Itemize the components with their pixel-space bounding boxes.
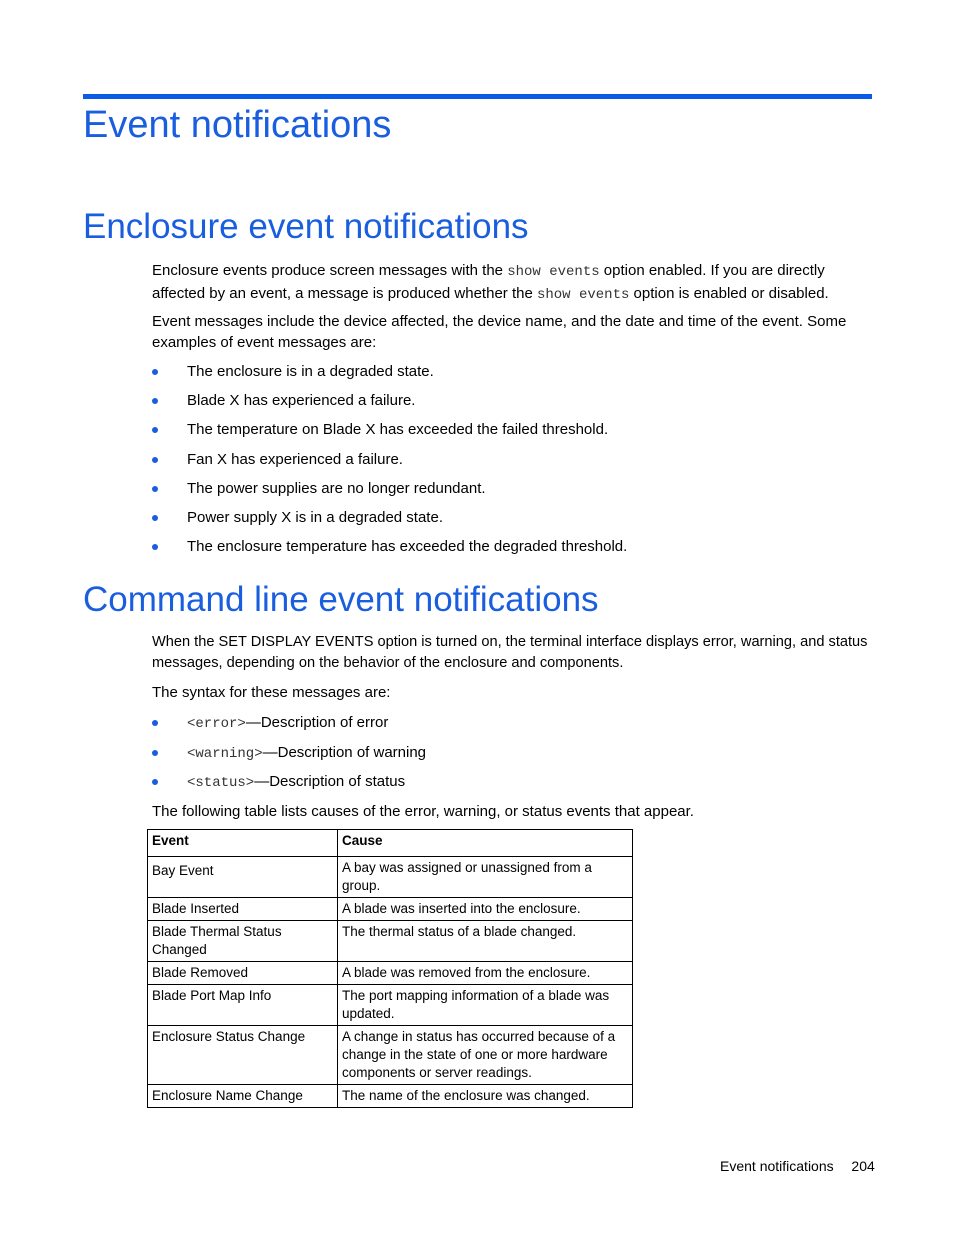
text: Enclosure events produce screen messages with the [152, 262, 508, 279]
column-header-cause: Cause [338, 830, 633, 857]
table-row [148, 857, 633, 898]
code-show-events: show events [536, 287, 630, 303]
table-row [148, 985, 633, 1026]
syntax-item-text [187, 771, 405, 794]
event-cell: Blade Removed [148, 962, 338, 985]
event-cell: Bay Event [148, 857, 338, 898]
text: option is enabled or disabled. [629, 285, 829, 302]
page-number: 204 [851, 1158, 875, 1174]
event-cell: Enclosure Name Change [148, 1085, 338, 1108]
code-error: <error> [187, 716, 246, 732]
section1-paragraph-2 [152, 311, 872, 353]
syntax-item-text [187, 742, 426, 765]
section-heading-enclosure: Enclosure event notifications [83, 207, 529, 246]
bullet-icon [152, 544, 158, 550]
text: examples of event messages are: [152, 334, 377, 351]
title-rule [83, 94, 872, 99]
cause-cell: A bay was assigned or unassigned from a group. [338, 857, 633, 898]
text: option enabled. If you are directly [599, 262, 825, 279]
text: —Description of status [254, 773, 406, 790]
text: —Description of warning [262, 744, 427, 761]
section2-paragraph-1 [152, 632, 872, 674]
cause-cell: The port mapping information of a blade was updated. [338, 985, 633, 1026]
event-cell: Blade Inserted [148, 898, 338, 921]
page-footer [720, 1158, 875, 1174]
section-heading-command-line: Command line event notifications [83, 580, 599, 619]
bullet-icon [152, 779, 158, 785]
section2-paragraph-2: The syntax for these messages are: [152, 684, 391, 701]
column-header-event: Event [148, 830, 338, 857]
cause-cell: The name of the enclosure was changed. [338, 1085, 633, 1108]
text: Event messages include the device affected, the device name, and the date and time of the event. Some [152, 313, 847, 330]
code-warning: <warning> [187, 746, 263, 762]
text: When the SET DISPLAY EVENTS option is turned on, the terminal interface displays error, warning, and status [152, 634, 868, 650]
list-item-text: The enclosure temperature has exceeded the degraded threshold. [187, 538, 628, 555]
bullet-icon [152, 750, 158, 756]
table-row [148, 898, 633, 921]
table-row [148, 921, 633, 962]
text: affected by an event, a message is produced whether the [152, 285, 537, 302]
cause-cell: A blade was removed from the enclosure. [338, 962, 633, 985]
section2-paragraph-3: The following table lists causes of the error, warning, or status events that appear. [152, 803, 694, 820]
cause-cell: The thermal status of a blade changed. [338, 921, 633, 962]
cause-cell: A change in status has occurred because of a change in the state of one or more hardware components or server readings. [338, 1026, 633, 1085]
list-item-text: Blade X has experienced a failure. [187, 392, 416, 409]
page-title: Event notifications [83, 104, 392, 146]
list-item-text: Fan X has experienced a failure. [187, 451, 403, 468]
bullet-icon [152, 486, 158, 492]
bullet-icon [152, 398, 158, 404]
bullet-icon [152, 515, 158, 521]
list-item-text: Power supply X is in a degraded state. [187, 509, 443, 526]
code-status: <status> [187, 775, 255, 791]
bullet-icon [152, 720, 158, 726]
table-row [148, 1085, 633, 1108]
table-row [148, 962, 633, 985]
list-item-text: The enclosure is in a degraded state. [187, 363, 434, 380]
cause-cell: A blade was inserted into the enclosure. [338, 898, 633, 921]
event-cell: Enclosure Status Change [148, 1026, 338, 1085]
event-cell: Blade Port Map Info [148, 985, 338, 1026]
bullet-icon [152, 427, 158, 433]
bullet-icon [152, 369, 158, 375]
section1-paragraph-1 [152, 260, 872, 306]
text: messages, depending on the behavior of the enclosure and components. [152, 655, 624, 671]
event-cause-table [147, 829, 633, 1108]
table-row [148, 1026, 633, 1085]
event-cell: Blade Thermal Status Changed [148, 921, 338, 962]
table-header-row [148, 830, 633, 857]
list-item-text: The temperature on Blade X has exceeded the failed threshold. [187, 421, 609, 438]
code-show-events: show events [507, 264, 600, 280]
list-item-text: The power supplies are no longer redundant. [187, 480, 486, 497]
footer-section-title: Event notifications [720, 1158, 834, 1174]
text: —Description of error [245, 714, 389, 731]
syntax-item-text [187, 712, 388, 735]
bullet-icon [152, 457, 158, 463]
